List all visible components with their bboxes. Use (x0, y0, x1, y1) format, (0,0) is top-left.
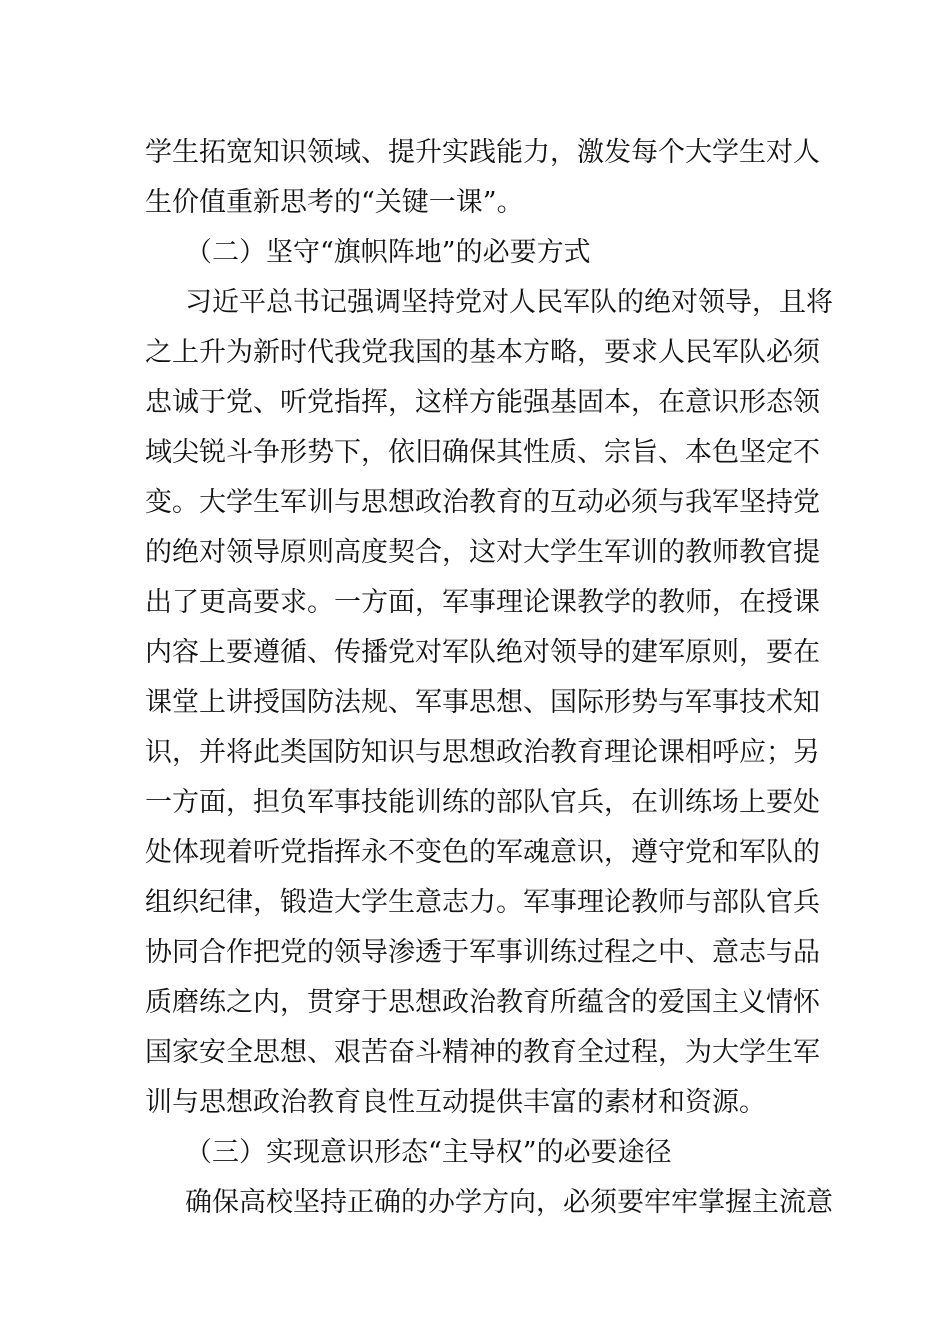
text-line: 课堂上讲授国防法规、军事思想、国际形势与军事技术知 (145, 687, 820, 718)
text-line: 质磨练之内，贯穿于思想政治教育所蕴含的爱国主义情怀 (145, 987, 820, 1018)
text-line: 识，并将此类国防知识与思想政治教育理论课相呼应；另 (145, 737, 820, 768)
section-heading: （二）坚守“旗帜阵地”的必要方式 (185, 237, 591, 268)
text-line: 组织纪律，锻造大学生意志力。军事理论教师与部队官兵 (145, 887, 820, 918)
paragraph-first-line: 习近平总书记强调坚持党对人民军队的绝对领导，且将 (185, 287, 833, 318)
paragraph-first-line: 确保高校坚持正确的办学方向，必须要牢牢掌握主流意 (185, 1187, 833, 1218)
text-line: 域尖锐斗争形势下，依旧确保其性质、宗旨、本色坚定不 (145, 437, 820, 468)
text-line: 一方面，担负军事技能训练的部队官兵，在训练场上要处 (145, 787, 820, 818)
text-line: 生价值重新思考的“关键一课”。 (145, 187, 524, 218)
text-line: 忠诚于党、听党指挥，这样方能强基固本，在意识形态领 (145, 387, 820, 418)
text-line: 的绝对领导原则高度契合，这对大学生军训的教师教官提 (145, 537, 820, 568)
section-heading: （三）实现意识形态“主导权”的必要途径 (185, 1137, 672, 1168)
text-line: 之上升为新时代我党我国的基本方略，要求人民军队必须 (145, 337, 820, 368)
text-line: 处体现着听党指挥永不变色的军魂意识，遵守党和军队的 (145, 837, 820, 868)
text-line: 学生拓宽知识领域、提升实践能力，激发每个大学生对人 (145, 137, 820, 168)
text-line: 国家安全思想、艰苦奋斗精神的教育全过程，为大学生军 (145, 1037, 820, 1068)
text-line: 出了更高要求。一方面，军事理论课教学的教师，在授课 (145, 587, 820, 618)
text-line: 内容上要遵循、传播党对军队绝对领导的建军原则，要在 (145, 637, 820, 668)
text-line: 变。大学生军训与思想政治教育的互动必须与我军坚持党 (145, 487, 820, 518)
text-line: 训与思想政治教育良性互动提供丰富的素材和资源。 (145, 1087, 766, 1118)
text-line: 协同合作把党的领导渗透于军事训练过程之中、意志与品 (145, 937, 820, 968)
